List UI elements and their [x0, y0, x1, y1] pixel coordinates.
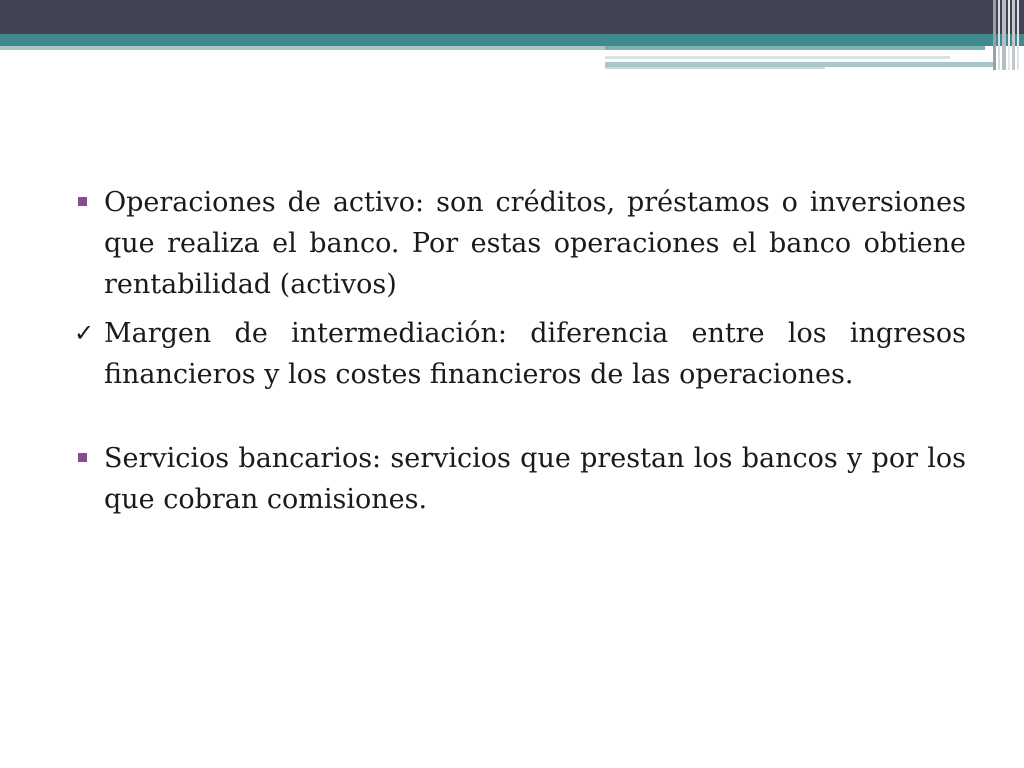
header-accent-line [605, 56, 950, 59]
checkmark-bullet-icon: ✓ [74, 319, 95, 347]
header-accent-bar [0, 46, 605, 50]
list-item [74, 313, 966, 395]
list-item [74, 182, 966, 305]
square-bullet-icon [74, 438, 100, 479]
header-teal-bar [0, 34, 1024, 46]
header-accent-bar [605, 46, 985, 50]
list-item-text: Margen de intermediación: diferencia entre los ingresos financieros y los costes financieros de las operaciones. [104, 318, 966, 390]
header-dark-bar [0, 0, 1024, 34]
header-right-stripes [993, 0, 1024, 70]
list-item [74, 438, 966, 520]
square-bullet-icon [74, 182, 100, 223]
bullet-list [74, 182, 966, 520]
header-accent-line [605, 67, 825, 69]
list-item-text: Operaciones de activo: son créditos, préstamos o inversiones que realiza el banco. Por estas operaciones el banco obtiene rentabilidad (activos) [104, 187, 966, 300]
list-item-text: Servicios bancarios: servicios que prestan los bancos y por los que cobran comisiones. [104, 443, 966, 515]
